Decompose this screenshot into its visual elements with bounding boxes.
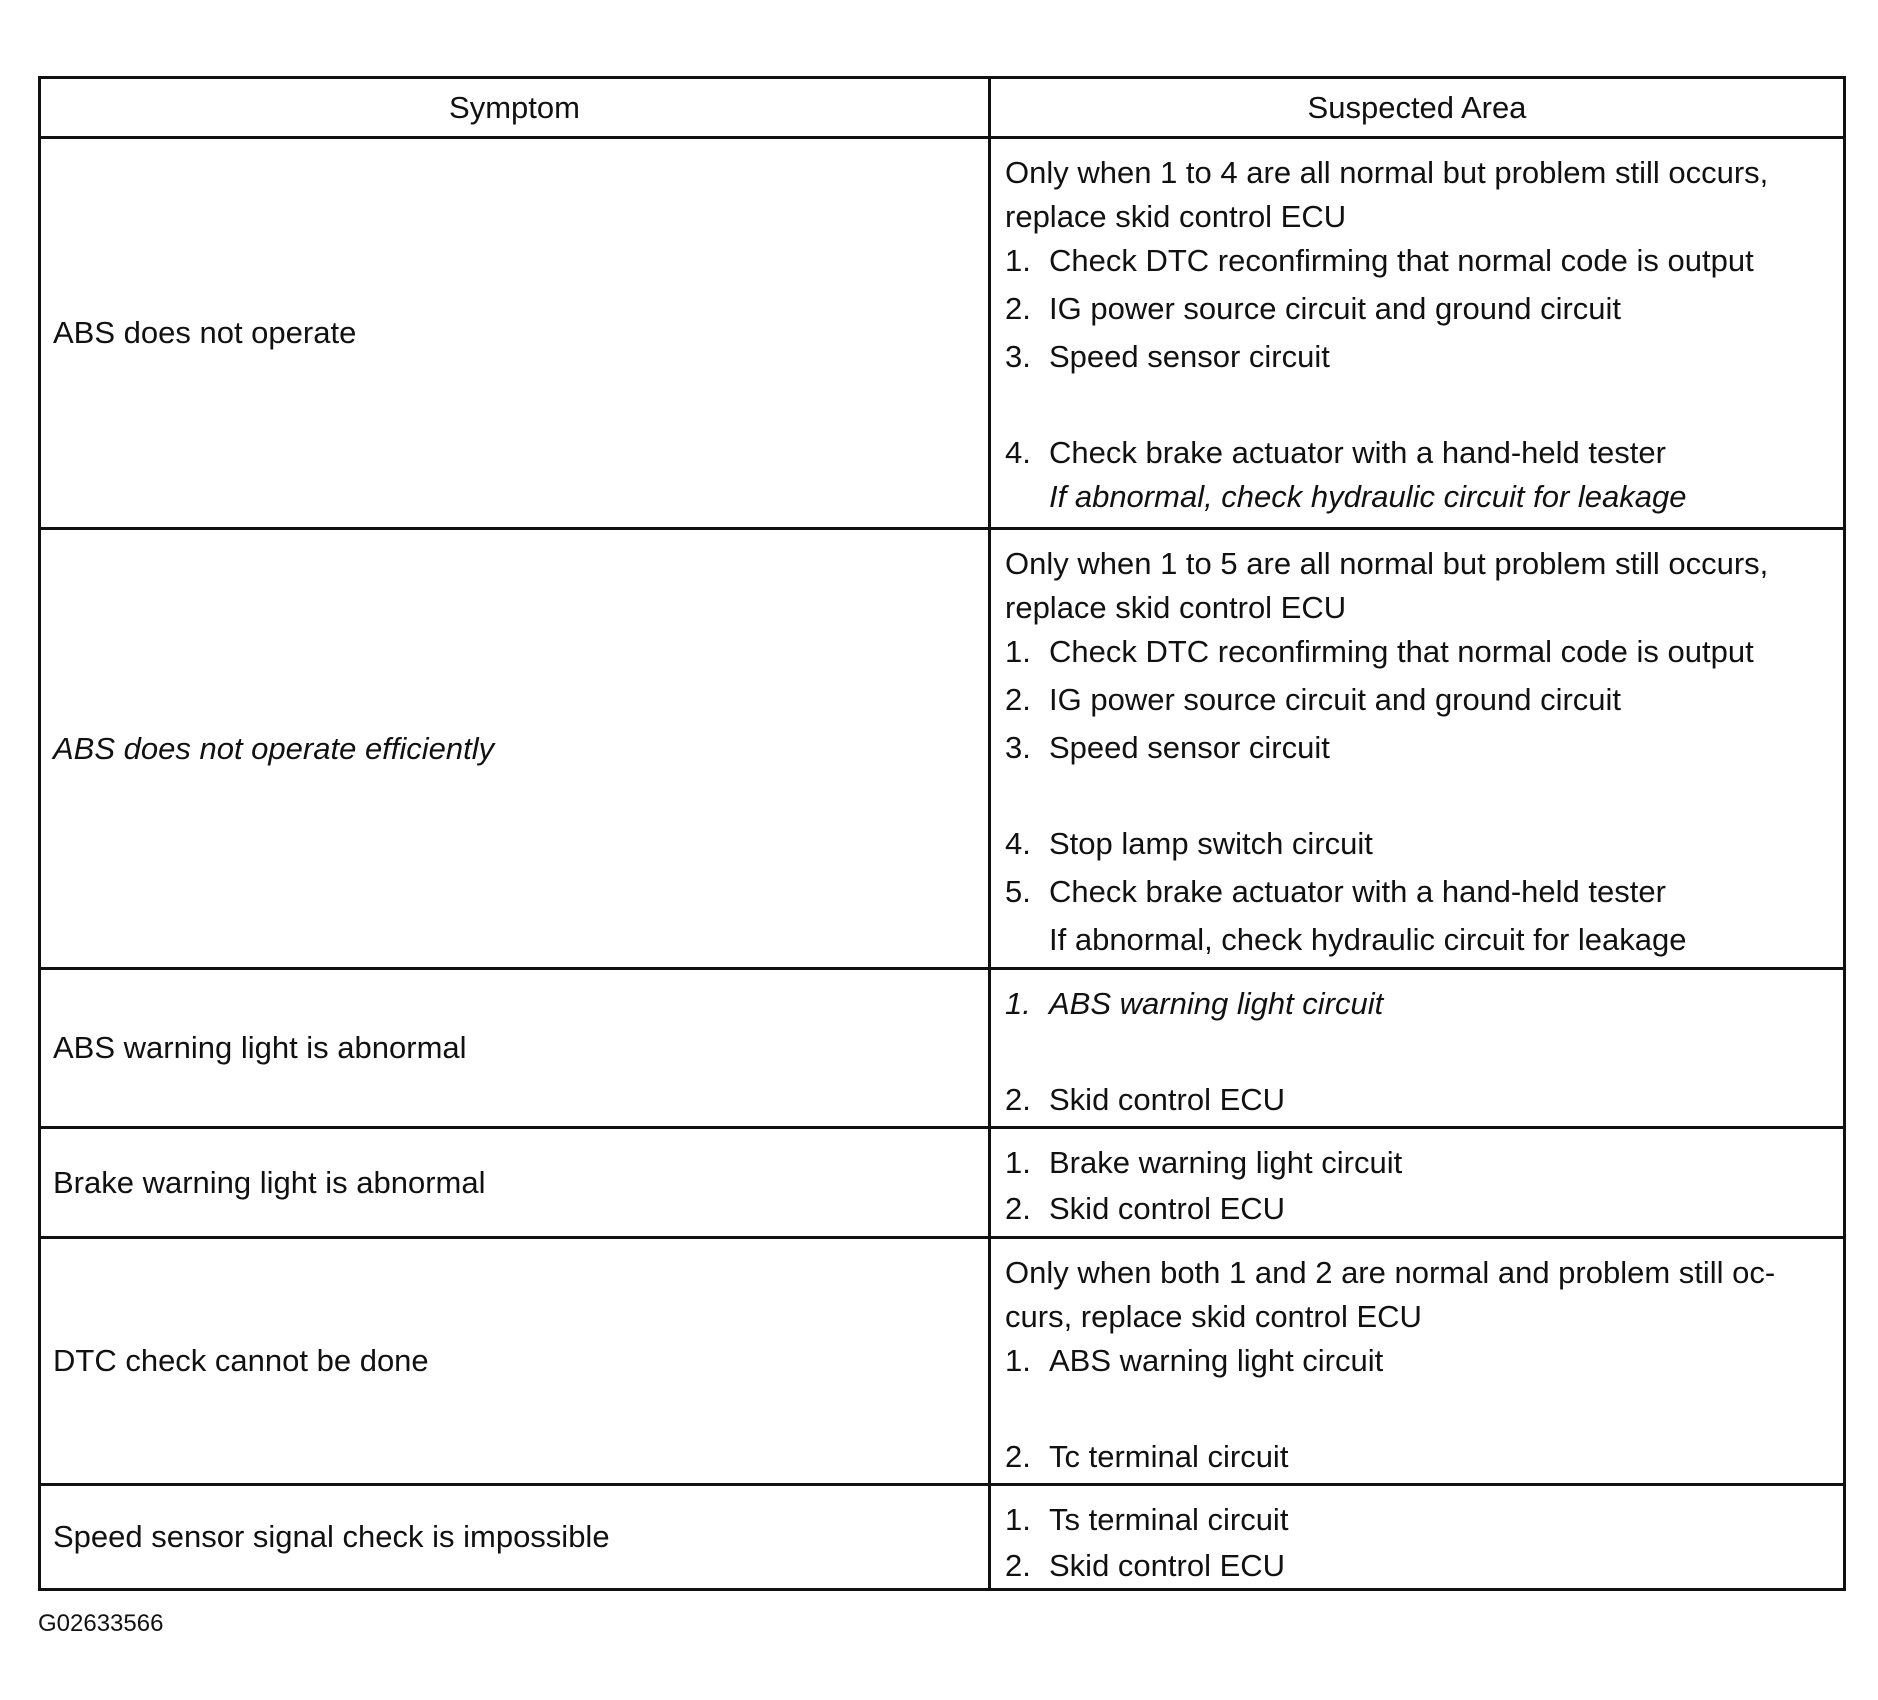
area-note: Only when 1 to 5 are all normal but problem still occurs, replace skid control ECU xyxy=(1005,546,1769,625)
table-row xyxy=(41,1236,1843,1483)
table-row xyxy=(41,136,1843,527)
area-item xyxy=(1005,239,1829,287)
area-item xyxy=(1005,1339,1829,1387)
suspected-area-cell xyxy=(991,1486,1843,1588)
area-item xyxy=(1005,1141,1829,1187)
item-number: 4. xyxy=(1005,826,1031,861)
item-number: 3. xyxy=(1005,339,1031,374)
item-text: Check brake actuator with a hand-held tester xyxy=(1049,874,1666,909)
area-item xyxy=(1005,982,1829,1030)
area-item-sub xyxy=(1005,918,1829,962)
area-item xyxy=(1005,1544,1829,1588)
area-item xyxy=(1005,431,1829,475)
item-number: 1. xyxy=(1005,243,1031,278)
symptom-cell: Speed sensor signal check is impossible xyxy=(41,1486,991,1588)
area-item xyxy=(1005,1187,1829,1231)
suspected-area-cell xyxy=(991,970,1843,1126)
item-text: Check DTC reconfirming that normal code is output xyxy=(1049,634,1754,669)
suspected-area-cell xyxy=(991,139,1843,527)
header-suspected-area: Suspected Area xyxy=(1307,90,1527,125)
item-number: 5. xyxy=(1005,874,1031,909)
table-row xyxy=(41,967,1843,1126)
item-text: Ts terminal circuit xyxy=(1049,1502,1289,1537)
item-subtext: If abnormal, check hydraulic circuit for leakage xyxy=(1049,922,1687,957)
item-number: 1. xyxy=(1005,986,1031,1021)
item-number: 1. xyxy=(1005,1502,1031,1537)
item-text: IG power source circuit and ground circuit xyxy=(1049,682,1622,717)
area-item xyxy=(1005,1078,1829,1126)
area-item xyxy=(1005,678,1829,726)
item-number: 2. xyxy=(1005,1548,1031,1583)
item-text: Stop lamp switch circuit xyxy=(1049,826,1373,861)
diagnosis-table xyxy=(38,76,1846,1591)
item-number: 2. xyxy=(1005,291,1031,326)
table-row xyxy=(41,527,1843,967)
item-text: Tc terminal circuit xyxy=(1049,1439,1289,1474)
item-text: Speed sensor circuit xyxy=(1049,730,1330,765)
suspected-area-cell xyxy=(991,1129,1843,1236)
symptom-cell: DTC check cannot be done xyxy=(41,1239,991,1483)
area-item xyxy=(1005,1498,1829,1544)
area-note: Only when both 1 and 2 are normal and problem still oc- curs, replace skid control ECU xyxy=(1005,1255,1776,1334)
item-text: Check brake actuator with a hand-held tester xyxy=(1049,435,1666,470)
item-number: 2. xyxy=(1005,682,1031,717)
area-item xyxy=(1005,335,1829,383)
symptom-cell: ABS does not operate xyxy=(41,139,991,527)
item-number: 1. xyxy=(1005,1145,1031,1180)
symptom-cell: Brake warning light is abnormal xyxy=(41,1129,991,1236)
header-symptom: Symptom xyxy=(41,79,991,136)
table-row xyxy=(41,1126,1843,1236)
item-number: 2. xyxy=(1005,1439,1031,1474)
symptom-cell: ABS warning light is abnormal xyxy=(41,970,991,1126)
suspected-area-cell xyxy=(991,530,1843,967)
item-number: 4. xyxy=(1005,435,1031,470)
table-row xyxy=(41,1483,1843,1588)
item-text: Brake warning light circuit xyxy=(1049,1145,1403,1180)
item-text: Skid control ECU xyxy=(1049,1548,1286,1583)
item-text: ABS warning light circuit xyxy=(1049,1343,1384,1378)
area-note: Only when 1 to 4 are all normal but problem still occurs, replace skid control ECU xyxy=(1005,155,1769,234)
suspected-area-cell xyxy=(991,1239,1843,1483)
figure-code: G02633566 xyxy=(38,1610,164,1637)
item-number: 1. xyxy=(1005,634,1031,669)
item-number: 2. xyxy=(1005,1191,1031,1226)
item-subtext: If abnormal, check hydraulic circuit for leakage xyxy=(1049,479,1687,514)
area-item-sub xyxy=(1005,475,1829,519)
item-text: Check DTC reconfirming that normal code is output xyxy=(1049,243,1754,278)
area-item xyxy=(1005,1435,1829,1483)
area-item xyxy=(1005,630,1829,678)
area-item xyxy=(1005,870,1829,918)
item-text: IG power source circuit and ground circuit xyxy=(1049,291,1622,326)
symptom-cell: ABS does not operate efficiently xyxy=(41,530,991,967)
table-header-row xyxy=(41,79,1843,136)
area-item xyxy=(1005,726,1829,774)
item-number: 1. xyxy=(1005,1343,1031,1378)
item-text: Speed sensor circuit xyxy=(1049,339,1330,374)
item-text: Skid control ECU xyxy=(1049,1082,1286,1117)
item-number: 2. xyxy=(1005,1082,1031,1117)
item-text: ABS warning light circuit xyxy=(1049,986,1384,1021)
area-item xyxy=(1005,287,1829,335)
item-number: 3. xyxy=(1005,730,1031,765)
item-text: Skid control ECU xyxy=(1049,1191,1286,1226)
area-item xyxy=(1005,822,1829,870)
